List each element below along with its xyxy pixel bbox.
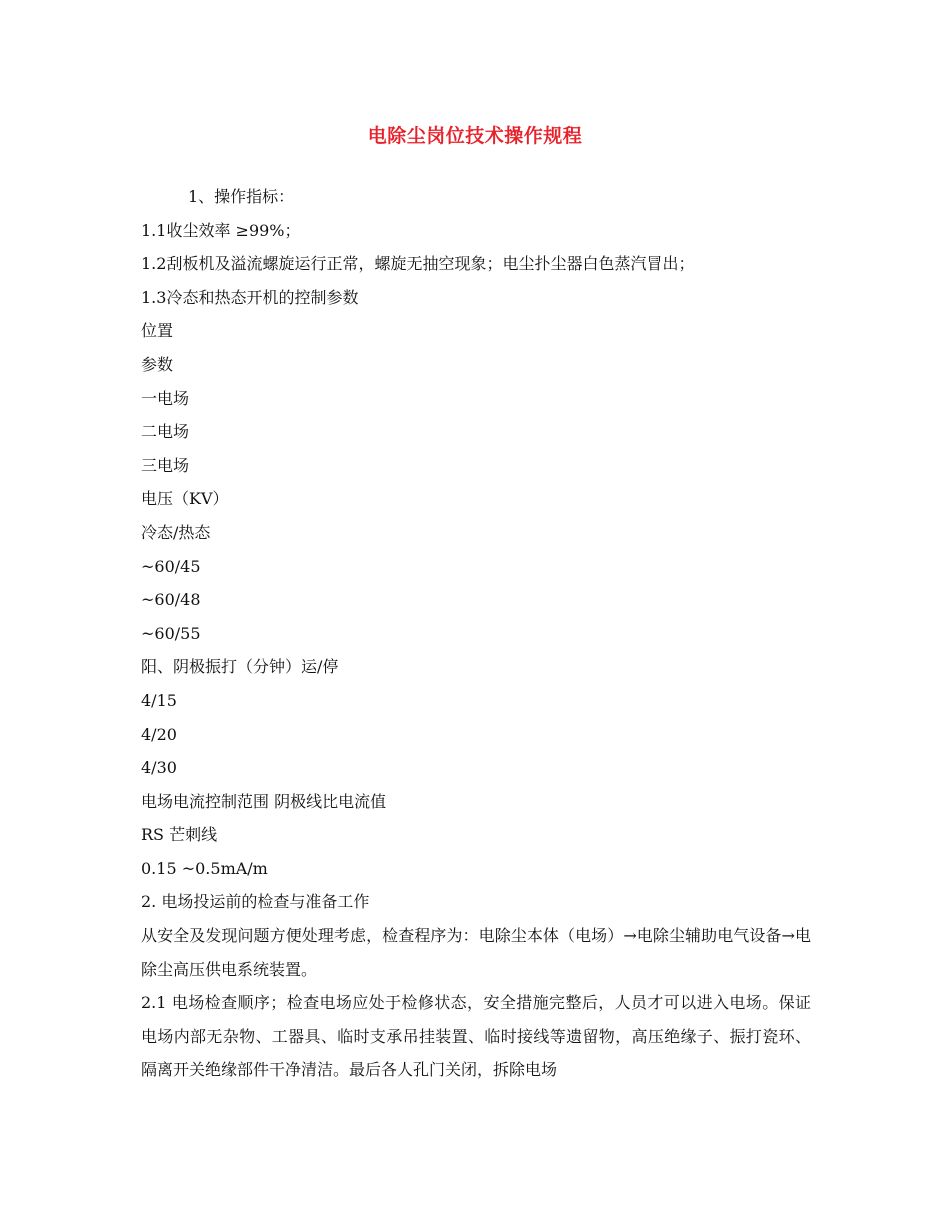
- table-cell-field-3: 三电场: [141, 455, 190, 475]
- text-line-1-1: 1.1收尘效率 ≥99%；: [141, 220, 301, 240]
- table-cell-field-2: 二电场: [141, 422, 190, 442]
- table-cell-field-1: 一电场: [141, 388, 190, 408]
- table-cell-rapping: 阳、阴极振打（分钟）运/停: [141, 657, 339, 677]
- table-cell-rapping-1: 4/15: [141, 690, 177, 710]
- text-line-1-3: 1.3冷态和热态开机的控制参数: [141, 287, 359, 307]
- table-cell-rapping-2: 4/20: [141, 724, 177, 744]
- paragraph-inspection-order: 从安全及发现问题方便处理考虑，检查程序为：电除尘本体（电场）→电除尘辅助电气设备→电除尘高压供电系统装置。: [141, 926, 811, 979]
- table-cell-rapping-3: 4/30: [141, 758, 177, 778]
- table-cell-voltage-1: ~60/45: [141, 556, 201, 576]
- table-cell-voltage: 电压（KV）: [141, 489, 229, 509]
- section-heading-2: 2. 电场投运前的检查与准备工作: [141, 892, 370, 912]
- table-cell-rs-wire: RS 芒刺线: [141, 825, 218, 845]
- table-cell-current-range: 电场电流控制范围 阴极线比电流值: [141, 791, 387, 811]
- document-body: [141, 180, 811, 1087]
- table-cell-position: 位置: [141, 321, 174, 341]
- table-cell-parameter: 参数: [141, 354, 174, 374]
- document-title: 电除尘岗位技术操作规程: [367, 125, 583, 147]
- paragraph-field-inspection: 2.1 电场检查顺序；检查电场应处于检修状态，安全措施完整后，人员才可以进入电场。保证电场内部无杂物、工器具、临时支承吊挂装置、临时接线等遗留物，高压绝缘子、振打瓷环、隔离开关绝缘部件干净清洁。最后各人孔门关闭，拆除电场: [141, 993, 811, 1080]
- table-cell-cold-hot: 冷态/热态: [141, 522, 211, 542]
- table-cell-current-value: 0.15 ~0.5mA/m: [141, 858, 268, 878]
- section-heading-1: 1、操作指标：: [188, 187, 295, 206]
- table-cell-voltage-2: ~60/48: [141, 590, 201, 610]
- table-cell-voltage-3: ~60/55: [141, 623, 201, 643]
- text-line-1-2: 1.2刮板机及溢流螺旋运行正常，螺旋无抽空现象；电尘扑尘器白色蒸汽冒出；: [141, 254, 695, 274]
